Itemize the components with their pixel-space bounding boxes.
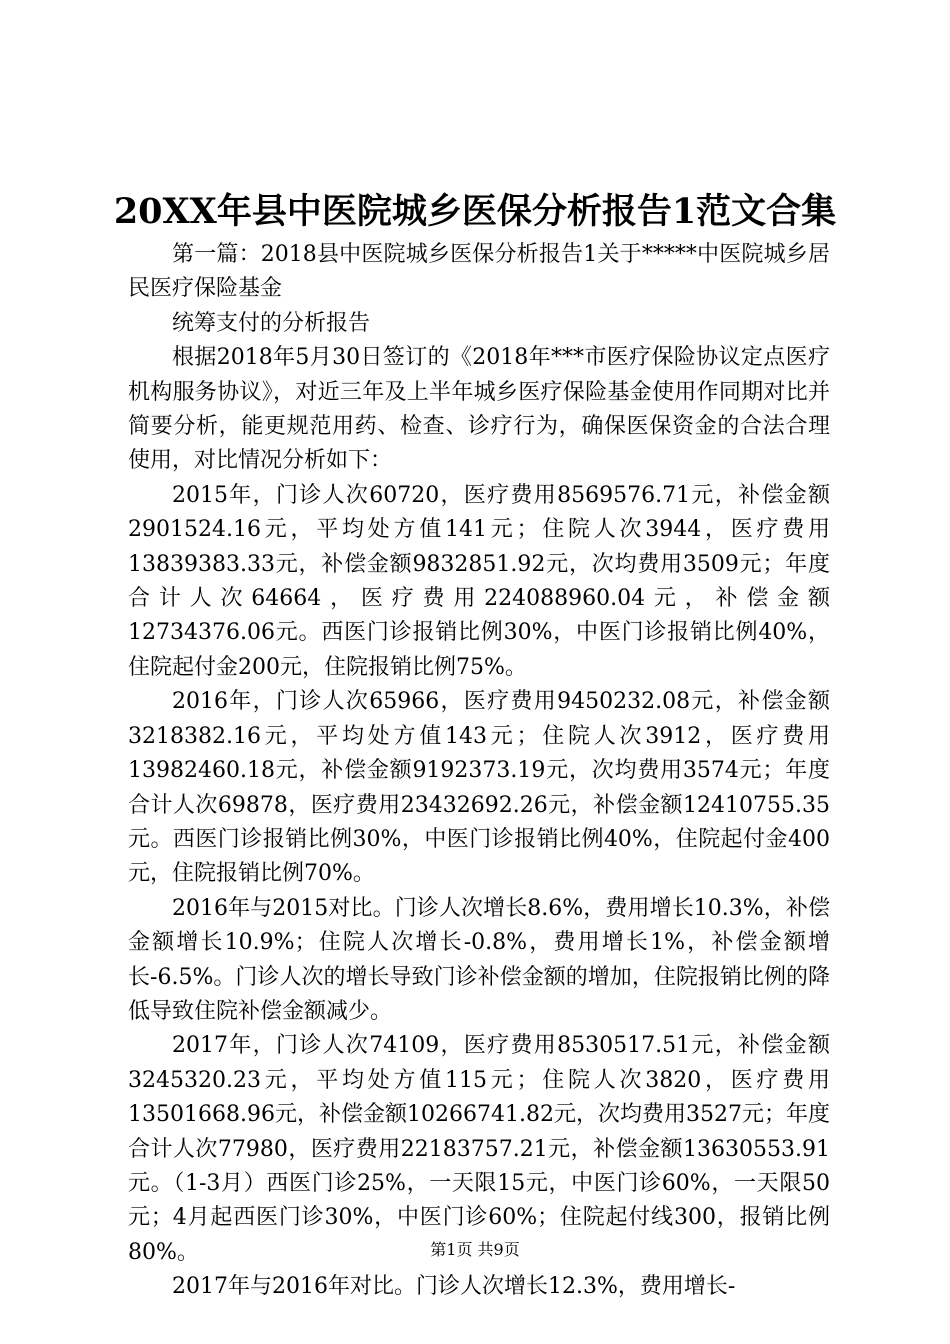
page-footer: 第1页 共9页: [430, 1240, 520, 1259]
paragraph: 2016年，门诊人次65966，医疗费用9450232.08元，补偿金额3218382.16元，平均处方值143元；住院人次3912，医疗费用13982460.18元，补偿金额9192373.19元，次均费用3574元；年度合计人次69878，医疗费用23432692.26元，补偿金额12410755.35元。西医门诊报销比例30%，中医门诊报销比例40%，住院起付金400元，住院报销比例70%。: [128, 689, 830, 887]
document-body: [128, 238, 830, 1305]
paragraph: 2017年与2016年对比。门诊人次增长12.3%，费用增长-: [172, 1274, 736, 1300]
document-title: 20XX年县中医院城乡医保分析报告1范文合集: [113, 191, 837, 232]
paragraph: 2016年与2015对比。门诊人次增长8.6%，费用增长10.3%，补偿金额增长10.9%；住院人次增长-0.8%，费用增长1%，补偿金额增长-6.5%。门诊人次的增长导致门诊补偿金额的增加，住院报销比例的降低导致住院补偿金额减少。: [128, 895, 830, 1024]
paragraph: 统筹支付的分析报告: [172, 310, 371, 336]
paragraph: 第一篇：2018县中医院城乡医保分析报告1关于*****中医院城乡居民医疗保险基金: [128, 242, 830, 302]
paragraph: 根据2018年5月30日签订的《2018年***市医疗保险协议定点医疗机构服务协议》，对近三年及上半年城乡医疗保险基金使用作同期对比并简要分析，能更规范用药、检查、诊疗行为，确保医保资金的合法合理使用，对比情况分析如下：: [128, 345, 830, 474]
paragraph: 2015年，门诊人次60720，医疗费用8569576.71元，补偿金额2901524.16元，平均处方值141元；住院人次3944，医疗费用13839383.33元，补偿金额9832851.92元，次均费用3509元；年度合计人次64664，医疗费用224088960.04元，补偿金额12734376.06元。西医门诊报销比例30%，中医门诊报销比例40%，住院起付金200元，住院报销比例75%。: [128, 482, 830, 680]
paragraph: 2017年，门诊人次74109，医疗费用8530517.51元，补偿金额3245320.23元，平均处方值115元；住院人次3820，医疗费用13501668.96元，补偿金额10266741.82元，次均费用3527元；年度合计人次77980，医疗费用22183757.21元，补偿金额13630553.91元。（1-3月）西医门诊25%，一天限15元，中医门诊60%，一天限50元；4月起西医门诊30%，中医门诊60%；住院起付线300，报销比例80%。: [128, 1033, 830, 1265]
